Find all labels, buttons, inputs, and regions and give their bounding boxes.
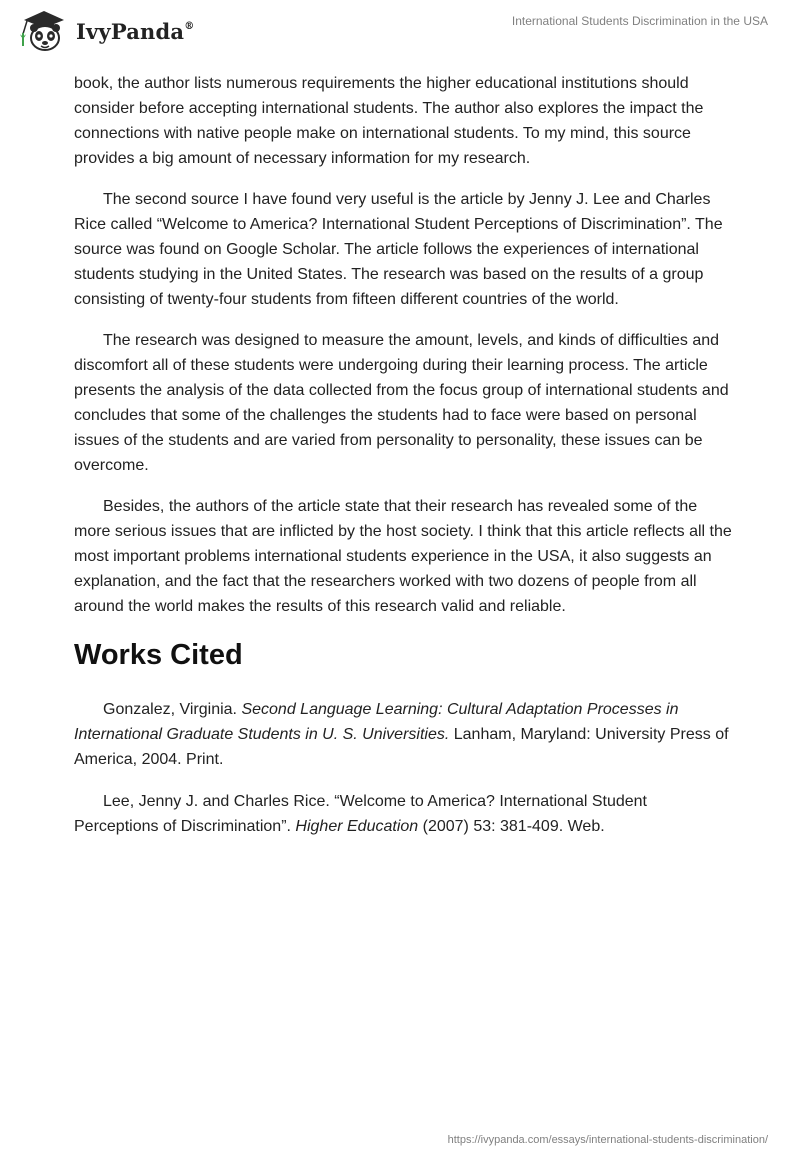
ivypanda-logo[interactable]: [14, 8, 194, 54]
works-cited-heading: Works Cited: [74, 639, 243, 671]
page-header: [0, 0, 800, 70]
citation-publication: Lanham, Maryland: University Press of America, 2004. Print.: [74, 726, 729, 768]
essay-content: [74, 71, 734, 856]
panda-graduate-icon: [14, 8, 72, 54]
citation-author: Gonzalez, Virginia.: [103, 701, 242, 718]
brand-name: IvyPanda®: [76, 18, 195, 44]
source-url-link[interactable]: https://ivypanda.com/essays/international-students-discrimination/: [447, 1134, 768, 1146]
paragraph: Besides, the authors of the article state that their research has revealed some of the more serious issues that are inflicted by the host society. I think that this article reflects all the most important problems international students experience in the USA, it also suggests an explanation, and the fact that the researchers worked with two dozens of people from all around the world makes the results of this research valid and reliable.: [74, 498, 732, 615]
citation-publication: (2007) 53: 381-409. Web.: [418, 818, 605, 835]
citation-author: Lee, Jenny J. and Charles Rice. “Welcome to America? International Student Perceptions of Discrimination”.: [74, 793, 647, 835]
document-title: International Students Discrimination in the USA: [511, 14, 768, 28]
citation-journal: Higher Education: [295, 818, 419, 835]
paragraph: The research was designed to measure the amount, levels, and kinds of difficulties and discomfort all of these students were undergoing during their learning process. The article presents the analysis of the data collected from the focus group of international students and concludes that some of the challenges the students had to face were based on personal issues of the students and are varied from personality to personality, these issues can be overcome.: [74, 332, 729, 474]
paragraph: The second source I have found very useful is the article by Jenny J. Lee and Charles Rice called “Welcome to America? International Student Perceptions of Discrimination”. The source was found on Google Scholar. The article follows the experiences of international students studying in the United States. The research was based on the results of a group consisting of twenty-four students from fifteen different countries of the world.: [74, 191, 723, 308]
citation-entry: [74, 789, 734, 839]
citation-entry: [74, 697, 734, 772]
paragraph: book, the author lists numerous requirements the higher educational institutions should consider before accepting international students. The author also explores the impact the connections with native people make on international students. To my mind, this source provides a big amount of necessary information for my research.: [74, 75, 704, 167]
citation-title: Second Language Learning: Cultural Adaptation Processes in International Graduate Students in U. S. Universities.: [74, 701, 679, 743]
